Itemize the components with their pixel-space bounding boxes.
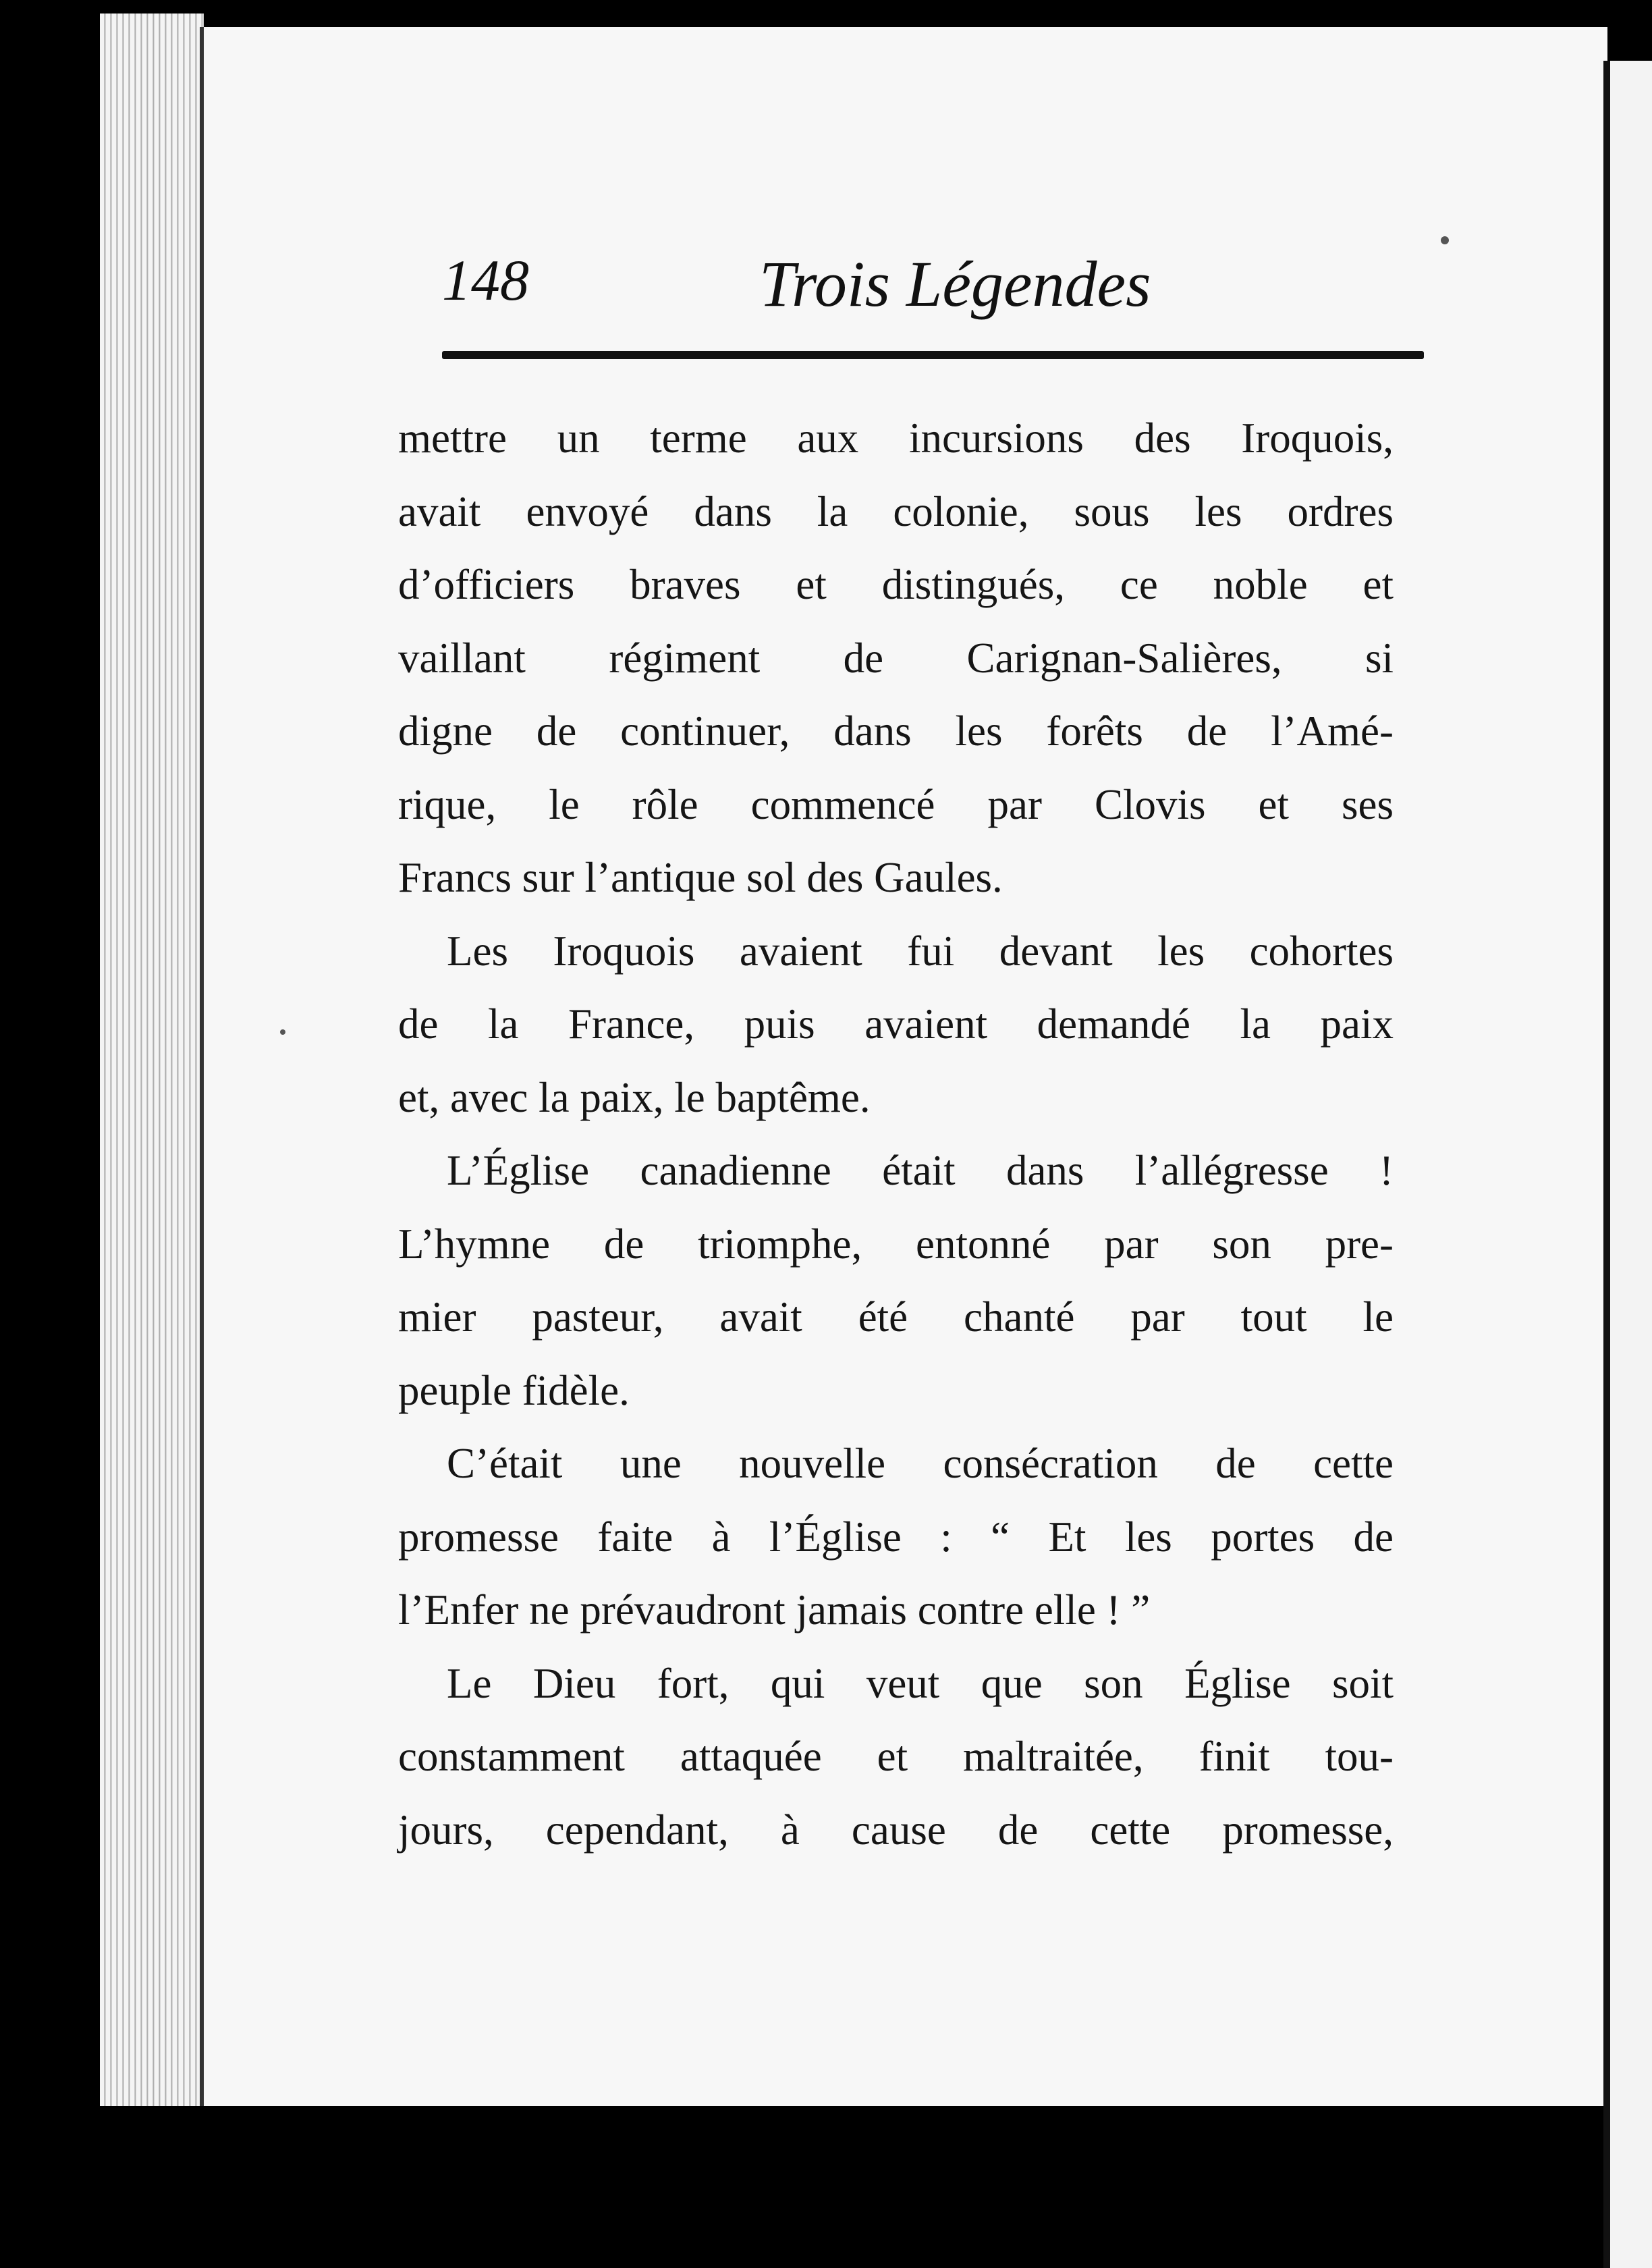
text-line: mier pasteur, avait été chanté par tout le	[398, 1293, 1394, 1341]
text-line: avait envoyé dans la colonie, sous les ordres	[398, 487, 1394, 535]
text-line: L’Église canadienne était dans l’allégresse !	[447, 1147, 1394, 1194]
running-title: Trois Légendes	[759, 248, 1151, 320]
text-line: digne de continuer, dans les forêts de l’Amé-	[398, 707, 1394, 755]
text-line: l’Enfer ne prévaudront jamais contre elle ! ”	[398, 1586, 1151, 1634]
text-line: de la France, puis avaient demandé la paix	[398, 1000, 1394, 1048]
text-line: Les Iroquois avaient fui devant les cohortes	[447, 927, 1394, 975]
book-page-edges	[100, 14, 204, 2106]
text-line: Francs sur l’antique sol des Gaules.	[398, 854, 1003, 901]
text-line: C’était une nouvelle consécration de cette	[447, 1440, 1394, 1487]
text-line: Le Dieu fort, qui veut que son Église soit	[447, 1659, 1394, 1707]
text-line: vaillant régiment de Carignan-Salières, si	[398, 634, 1394, 682]
text-line: rique, le rôle commencé par Clovis et ses	[398, 780, 1394, 828]
text-line: peuple fidèle.	[398, 1366, 630, 1414]
header-rule	[442, 351, 1424, 359]
running-head	[442, 246, 1407, 327]
scan-speck	[1441, 236, 1449, 244]
text-line: d’officiers braves et distingués, ce noble et	[398, 561, 1394, 608]
text-line: promesse faite à l’Église : “ Et les portes de	[398, 1513, 1394, 1561]
scan-speck	[280, 1029, 285, 1035]
text-line: mettre un terme aux incursions des Iroquois,	[398, 414, 1394, 462]
facing-page-edge	[1603, 61, 1652, 2268]
text-line: et, avec la paix, le baptême.	[398, 1073, 871, 1121]
page-number: 148	[442, 248, 529, 313]
body-text	[398, 402, 1394, 1866]
text-line: jours, cependant, à cause de cette promesse,	[398, 1806, 1394, 1854]
text-line: L’hymne de triomphe, entonné par son pre-	[398, 1220, 1394, 1268]
text-line: constamment attaquée et maltraitée, finit tou-	[398, 1733, 1394, 1780]
